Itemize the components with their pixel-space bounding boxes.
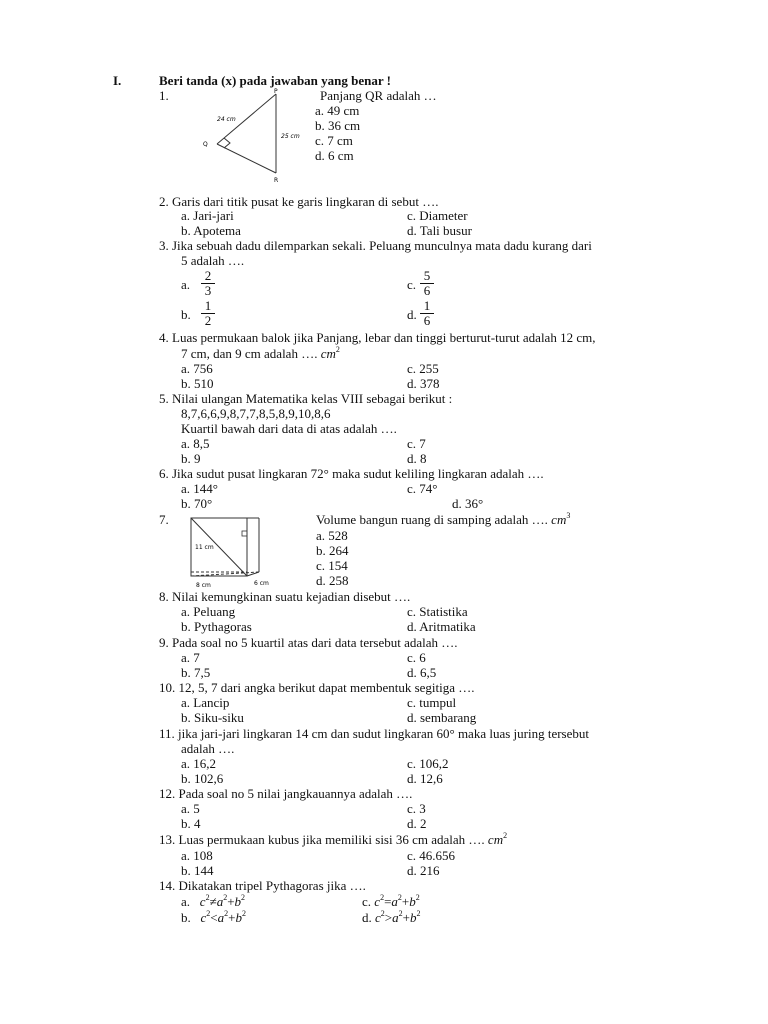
q5-data: 8,7,6,6,9,8,7,7,8,5,8,9,10,8,6 — [181, 406, 331, 421]
q1-number: 1. — [159, 88, 169, 103]
q9-option-b[interactable]: b. 7,5 — [181, 665, 211, 680]
q13-option-c[interactable]: c. 46.656 — [407, 848, 456, 863]
q12-option-b[interactable]: b. 4 — [181, 816, 201, 831]
q1-question: Panjang QR adalah … — [320, 88, 437, 103]
q2-option-b[interactable]: b. Apotema — [181, 223, 241, 238]
q5-option-b[interactable]: b. 9 — [181, 451, 201, 466]
q3-option-a-label[interactable]: a. — [181, 277, 191, 292]
q4-option-d[interactable]: d. 378 — [407, 376, 440, 391]
q14-question: 14. Dikatakan tripel Pythagoras jika …. — [159, 878, 366, 893]
q12-option-a[interactable]: a. 5 — [181, 801, 200, 816]
q5-option-a[interactable]: a. 8,5 — [181, 436, 210, 451]
q5-option-c[interactable]: c. 7 — [407, 436, 426, 451]
right-angle-mark — [224, 138, 230, 148]
q8-option-d[interactable]: d. Aritmatika — [407, 619, 476, 634]
q8-option-c[interactable]: c. Statistika — [407, 604, 468, 619]
q8-option-a[interactable]: a. Peluang — [181, 604, 236, 619]
q13-option-d[interactable]: d. 216 — [407, 863, 440, 878]
q7-option-d[interactable]: d. 258 — [316, 573, 349, 588]
q3-option-a-fraction: $\frac{2}{3}$ — [201, 270, 215, 297]
q12-question: 12. Pada soal no 5 nilai jangkauannya adalah …. — [159, 786, 413, 801]
q6-question: 6. Jika sudut pusat lingkaran 72° maka sudut keliling lingkaran adalah …. — [159, 466, 544, 481]
q8-question: 8. Nilai kemungkinan suatu kejadian disebut …. — [159, 589, 411, 604]
q13-option-b[interactable]: b. 144 — [181, 863, 214, 878]
q13-option-a[interactable]: a. 108 — [181, 848, 213, 863]
q8-option-b[interactable]: b. Pythagoras — [181, 619, 252, 634]
q2-option-c[interactable]: c. Diameter — [407, 208, 468, 223]
q6-option-c[interactable]: c. 74° — [407, 481, 438, 496]
q11-option-b[interactable]: b. 102,6 — [181, 771, 224, 786]
q11-question-cont: adalah …. — [181, 741, 235, 756]
q1-right-triangle-figure — [200, 86, 300, 184]
q11-option-d[interactable]: d. 12,6 — [407, 771, 443, 786]
q3-option-b-fraction: $\frac{1}{2}$ — [201, 300, 215, 327]
q4-option-a[interactable]: a. 756 — [181, 361, 213, 376]
label-depth: 6 cm — [254, 580, 269, 587]
q10-option-b[interactable]: b. Siku-siku — [181, 710, 244, 725]
q10-option-d[interactable]: d. sembarang — [407, 710, 477, 725]
q7-question: Volume bangun ruang di samping adalah …. $cm^3$ — [316, 510, 571, 527]
q3-option-b-label[interactable]: b. — [181, 307, 191, 322]
q3-option-c-label[interactable]: c. — [407, 277, 417, 292]
q10-question: 10. 12, 5, 7 dari angka berikut dapat membentuk segitiga …. — [159, 680, 475, 695]
q7-triangular-prism-figure — [190, 514, 280, 590]
q3-question-cont: 5 adalah …. — [181, 253, 245, 268]
q1-option-a[interactable]: a. 49 cm — [315, 103, 360, 118]
q12-option-d[interactable]: d. 2 — [407, 816, 427, 831]
q3-option-d-label[interactable]: d. — [407, 307, 417, 322]
q10-option-c[interactable]: c. tumpul — [407, 695, 457, 710]
label-pr-length: 25 cm — [281, 133, 300, 140]
q7-option-b[interactable]: b. 264 — [316, 543, 349, 558]
q4-question: 4. Luas permukaan balok jika Panjang, lebar dan tinggi berturut-turut adalah 12 cm, — [159, 330, 596, 345]
q2-question: 2. Garis dari titik pusat ke garis lingkaran di sebut …. — [159, 194, 439, 209]
instruction: Beri tanda (x) pada jawaban yang benar ! — [159, 73, 391, 88]
q7-option-a[interactable]: a. 528 — [316, 528, 348, 543]
q9-question: 9. Pada soal no 5 kuartil atas dari data tersebut adalah …. — [159, 635, 458, 650]
label-q: Q — [203, 141, 208, 148]
q2-option-d[interactable]: d. Tali busur — [407, 223, 472, 238]
q2-option-a[interactable]: a. Jari-jari — [181, 208, 234, 223]
q5-question: 5. Nilai ulangan Matematika kelas VIII sebagai berikut : — [159, 391, 453, 406]
q6-option-b[interactable]: b. 70° — [181, 496, 213, 511]
q12-option-c[interactable]: c. 3 — [407, 801, 426, 816]
q5-question-cont: Kuartil bawah dari data di atas adalah …. — [181, 421, 397, 436]
label-r: R — [274, 177, 279, 184]
label-p: P — [274, 88, 278, 95]
q4-option-b[interactable]: b. 510 — [181, 376, 214, 391]
label-pq-length: 24 cm — [217, 116, 236, 123]
q1-option-d[interactable]: d. 6 cm — [315, 148, 354, 163]
q3-question: 3. Jika sebuah dadu dilemparkan sekali. Peluang munculnya mata dadu kurang dari — [159, 238, 592, 253]
q9-option-c[interactable]: c. 6 — [407, 650, 426, 665]
q9-option-a[interactable]: a. 7 — [181, 650, 200, 665]
q6-option-a[interactable]: a. 144° — [181, 481, 218, 496]
q14-option-c[interactable]: c. $c^2=a^2+b^2$ — [362, 892, 420, 909]
label-base: 8 cm — [196, 582, 211, 589]
right-angle-mark — [242, 531, 247, 536]
q11-question: 11. jika jari-jari lingkaran 14 cm dan sudut lingkaran 60° maka luas juring tersebut — [159, 726, 589, 741]
q1-option-b[interactable]: b. 36 cm — [315, 118, 361, 133]
q10-option-a[interactable]: a. Lancip — [181, 695, 230, 710]
q13-question: 13. Luas permukaan kubus jika memiliki sisi 36 cm adalah …. $cm^2$ — [159, 830, 508, 847]
q11-option-c[interactable]: c. 106,2 — [407, 756, 449, 771]
q14-option-b[interactable]: b. $c^2<a^2+b^2$ — [181, 908, 246, 925]
q4-option-c[interactable]: c. 255 — [407, 361, 439, 376]
q1-option-c[interactable]: c. 7 cm — [315, 133, 353, 148]
q11-option-a[interactable]: a. 16,2 — [181, 756, 217, 771]
side-qr — [217, 144, 276, 173]
q4-question-cont: 7 cm, dan 9 cm adalah …. $cm^2$ — [181, 344, 340, 361]
q7-option-c[interactable]: c. 154 — [316, 558, 348, 573]
label-height: 11 cm — [195, 544, 214, 551]
q5-option-d[interactable]: d. 8 — [407, 451, 427, 466]
q9-option-d[interactable]: d. 6,5 — [407, 665, 437, 680]
q7-number: 7. — [159, 512, 169, 527]
q3-option-c-fraction: $\frac{5}{6}$ — [420, 270, 434, 297]
section-number: I. — [113, 73, 122, 88]
q6-option-d[interactable]: d. 36° — [452, 496, 484, 511]
q14-option-d[interactable]: d. $c^2>a^2+b^2$ — [362, 908, 421, 925]
q14-option-a[interactable]: a. $c^2\ne a^2+b^2$ — [181, 892, 246, 909]
q3-option-d-fraction: $\frac{1}{6}$ — [420, 300, 434, 327]
